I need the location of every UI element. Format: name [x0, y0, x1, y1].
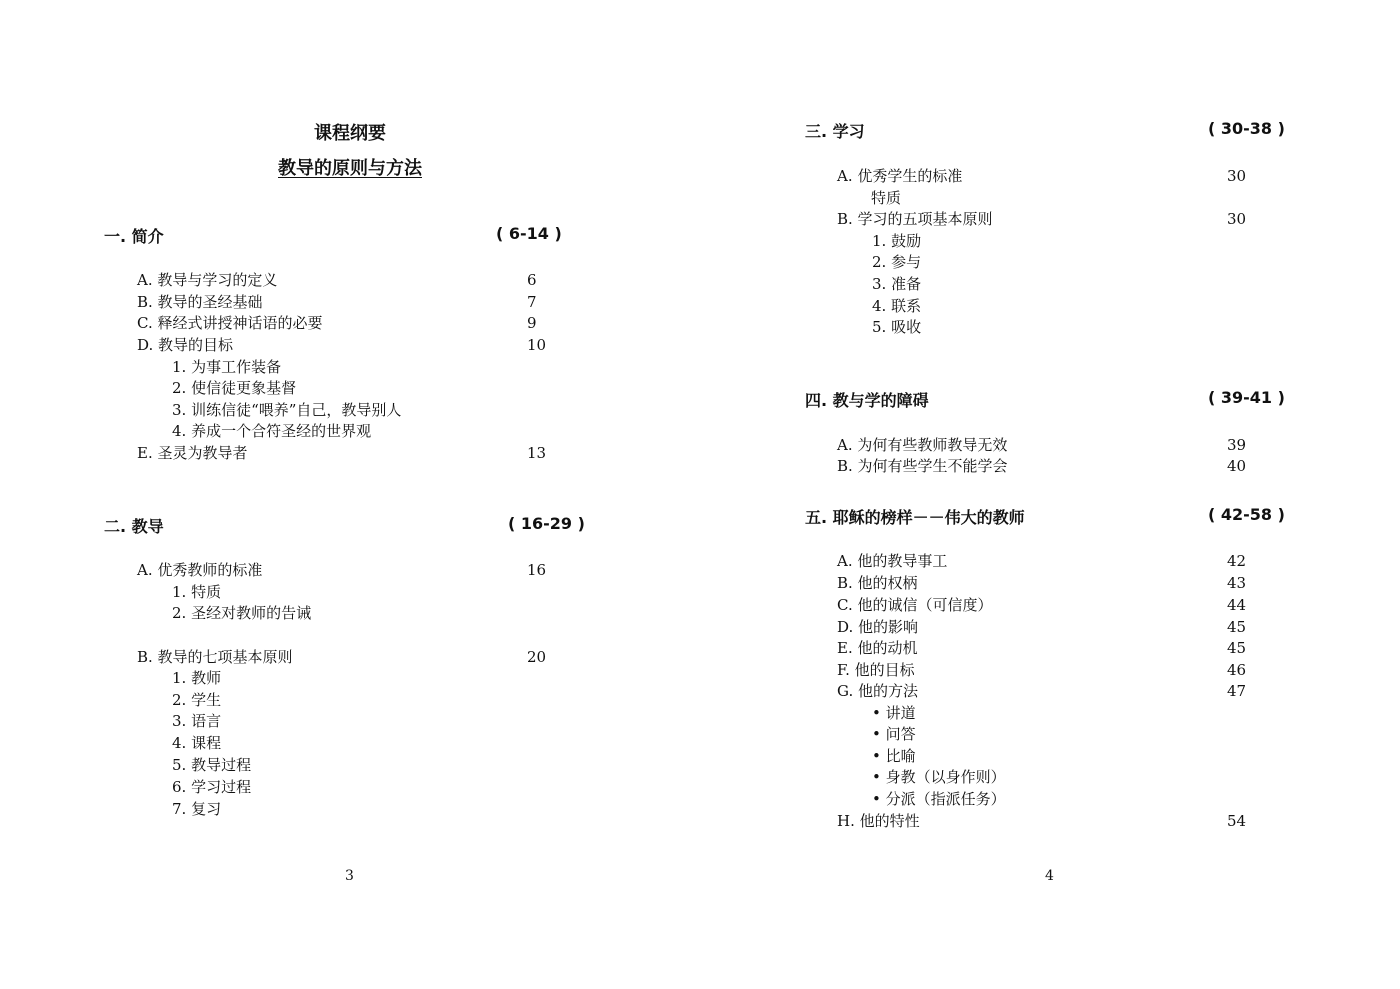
outline-entry: B. 教导的七项基本原则 [137, 648, 293, 666]
course-outline-title: 课程纲要 [314, 123, 386, 144]
entry-page-number: 42 [1227, 552, 1247, 570]
entry-page-number: 13 [527, 444, 547, 462]
outline-sub-entry: 2. 参与 [872, 253, 922, 271]
outline-sub-entry: 7. 复习 [172, 800, 222, 818]
page-number: 4 [1045, 868, 1054, 884]
outline-sub-entry: 1. 教师 [172, 669, 222, 687]
outline-entry: A. 教导与学习的定义 [137, 271, 278, 289]
entry-page-number: 45 [1227, 618, 1247, 636]
outline-entry: B. 他的权柄 [837, 574, 918, 592]
outline-entry: E. 圣灵为教导者 [137, 444, 248, 462]
outline-entry: E. 他的动机 [837, 639, 918, 657]
entry-page-number: 46 [1227, 661, 1247, 679]
outline-bullet-entry: • 身教（以身作则） [872, 768, 1006, 786]
outline-sub-entry: 6. 学习过程 [172, 778, 252, 796]
outline-entry: A. 他的教导事工 [837, 552, 948, 570]
outline-bullet-entry: • 问答 [872, 725, 916, 743]
outline-sub-entry: 1. 鼓励 [872, 232, 922, 250]
entry-page-number: 44 [1227, 596, 1247, 614]
section-page-range: ( 30-38 ) [1208, 119, 1285, 138]
section-title: 四. 教与学的障碍 [805, 391, 929, 410]
entry-page-number: 39 [1227, 436, 1247, 454]
outline-entry: A. 优秀教师的标准 [137, 561, 263, 579]
entry-page-number: 45 [1227, 639, 1247, 657]
outline-entry: C. 释经式讲授神话语的必要 [137, 314, 323, 332]
section-page-range: ( 39-41 ) [1208, 388, 1285, 407]
entry-page-number: 30 [1227, 210, 1247, 228]
outline-sub-entry: 特质 [871, 189, 902, 207]
outline-sub-entry: 5. 教导过程 [172, 756, 252, 774]
section-title: 二. 教导 [104, 517, 164, 536]
section-title: 五. 耶稣的榜样－－伟大的教师 [805, 508, 1025, 527]
outline-sub-entry: 2. 学生 [172, 691, 222, 709]
outline-bullet-entry: • 分派（指派任务） [872, 790, 1006, 808]
outline-sub-entry: 1. 为事工作装备 [172, 358, 282, 376]
entry-page-number: 16 [527, 561, 547, 579]
outline-entry: F. 他的目标 [837, 661, 915, 679]
outline-sub-entry: 1. 特质 [172, 583, 222, 601]
entry-page-number: 20 [527, 648, 547, 666]
section-page-range: ( 16-29 ) [508, 514, 585, 533]
right-page [700, 0, 1400, 989]
section-page-range: ( 42-58 ) [1208, 505, 1285, 524]
outline-entry: A. 优秀学生的标准 [837, 167, 963, 185]
entry-page-number: 6 [527, 271, 537, 289]
outline-entry: B. 教导的圣经基础 [137, 293, 263, 311]
outline-sub-entry: 2. 圣经对教师的告诫 [172, 604, 312, 622]
section-title: 三. 学习 [805, 122, 865, 141]
course-subtitle: 教导的原则与方法 [278, 158, 422, 179]
entry-page-number: 47 [1227, 682, 1247, 700]
outline-entry: G. 他的方法 [837, 682, 918, 700]
outline-sub-entry: 3. 准备 [872, 275, 922, 293]
outline-entry: B. 学习的五项基本原则 [837, 210, 993, 228]
outline-sub-entry: 5. 吸收 [872, 318, 922, 336]
outline-entry: B. 为何有些学生不能学会 [837, 457, 1008, 475]
outline-sub-entry: 2. 使信徒更象基督 [172, 379, 297, 397]
outline-entry: D. 教导的目标 [137, 336, 234, 354]
section-page-range: ( 6-14 ) [496, 224, 562, 243]
outline-sub-entry: 4. 养成一个合符圣经的世界观 [172, 422, 372, 440]
outline-entry: H. 他的特性 [837, 812, 920, 830]
entry-page-number: 10 [527, 336, 547, 354]
entry-page-number: 30 [1227, 167, 1247, 185]
entry-page-number: 7 [527, 293, 537, 311]
outline-bullet-entry: • 讲道 [872, 704, 916, 722]
entry-page-number: 54 [1227, 812, 1247, 830]
entry-page-number: 40 [1227, 457, 1247, 475]
outline-entry: D. 他的影响 [837, 618, 919, 636]
outline-sub-entry: 4. 联系 [872, 297, 922, 315]
outline-sub-entry: 3. 训练信徒“喂养”自己，教导别人 [172, 401, 402, 419]
outline-entry: C. 他的诚信（可信度） [837, 596, 993, 614]
outline-entry: A. 为何有些教师教导无效 [837, 436, 1008, 454]
entry-page-number: 43 [1227, 574, 1247, 592]
section-title: 一. 简介 [104, 227, 164, 246]
outline-sub-entry: 4. 课程 [172, 734, 222, 752]
outline-sub-entry: 3. 语言 [172, 712, 222, 730]
page-number: 3 [345, 868, 354, 884]
entry-page-number: 9 [527, 314, 537, 332]
outline-bullet-entry: • 比喻 [872, 747, 916, 765]
